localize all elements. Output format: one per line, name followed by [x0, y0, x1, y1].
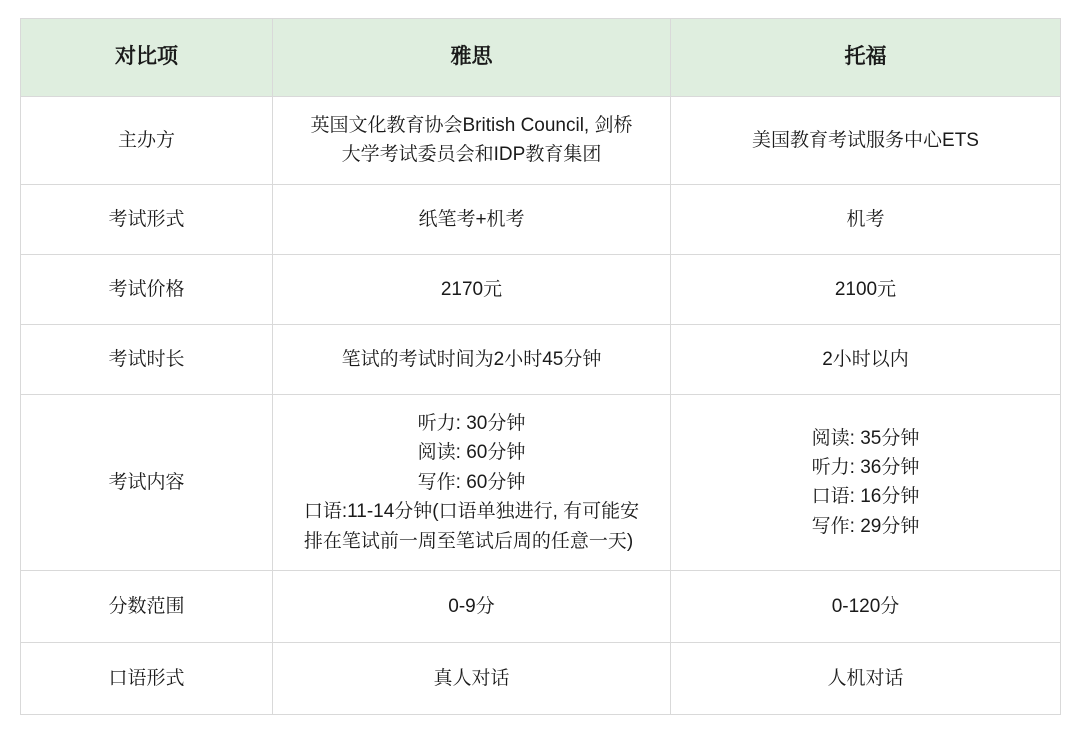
row-label: 分数范围: [21, 571, 273, 643]
table-row: [21, 324, 1061, 394]
row-value-toefl: [671, 324, 1061, 394]
value-line: 阅读: 35分钟: [811, 427, 920, 449]
row-value-toefl: [671, 571, 1061, 643]
row-label: 口语形式: [21, 643, 273, 715]
row-value-toefl: [671, 643, 1061, 715]
value-line: 阅读: 60分钟: [417, 442, 526, 464]
column-header-toefl: 托福: [671, 19, 1061, 97]
value-line: 口语:11-14分钟(口语单独进行, 有可能安: [303, 501, 640, 523]
row-value-ielts: [273, 254, 671, 324]
row-label: 主办方: [21, 97, 273, 185]
row-value-ielts: [273, 571, 671, 643]
value-line: 0-9分: [448, 595, 495, 617]
table-row: [21, 97, 1061, 185]
value-line: 听力: 30分钟: [417, 412, 526, 434]
table-row: [21, 394, 1061, 570]
value-line: 美国教育考试服务中心ETS: [752, 129, 979, 151]
value-line: 英国文化教育协会British Council, 剑桥: [310, 115, 633, 136]
header-row: [21, 19, 1061, 97]
value-line: 写作: 29分钟: [811, 515, 920, 537]
row-value-ielts: [273, 394, 671, 570]
table-row: [21, 643, 1061, 715]
table-header: [21, 19, 1061, 97]
value-line: 机考: [846, 208, 885, 230]
value-line: 2170元: [440, 278, 503, 300]
value-line: 大学考试委员会和IDP教育集团: [341, 144, 602, 166]
table-row: [21, 184, 1061, 254]
value-line: 听力: 36分钟: [811, 457, 920, 479]
value-line: 真人对话: [433, 667, 510, 689]
value-line: 0-120分: [831, 595, 900, 617]
row-label: 考试形式: [21, 184, 273, 254]
row-value-toefl: [671, 254, 1061, 324]
row-label: 考试价格: [21, 254, 273, 324]
row-label: 考试时长: [21, 324, 273, 394]
table-body: [21, 97, 1061, 715]
value-line: 纸笔考+机考: [418, 208, 525, 230]
row-value-ielts: [273, 324, 671, 394]
value-line: 写作: 60分钟: [417, 471, 526, 493]
row-value-toefl: [671, 394, 1061, 570]
row-value-ielts: [273, 184, 671, 254]
row-value-toefl: [671, 184, 1061, 254]
value-line: 2小时以内: [822, 348, 909, 370]
value-line: 2100元: [834, 278, 897, 300]
value-line: 笔试的考试时间为2小时45分钟: [341, 348, 602, 370]
value-line: 排在笔试前一周至笔试后周的任意一天): [303, 530, 634, 552]
row-value-ielts: [273, 643, 671, 715]
value-line: 口语: 16分钟: [811, 486, 920, 508]
column-header-ielts: 雅思: [273, 19, 671, 97]
row-value-toefl: [671, 97, 1061, 185]
table-row: [21, 254, 1061, 324]
row-value-ielts: [273, 97, 671, 185]
row-label: 考试内容: [21, 394, 273, 570]
comparison-table: [20, 18, 1061, 715]
table-row: [21, 571, 1061, 643]
column-header-item: 对比项: [21, 19, 273, 97]
value-line: 人机对话: [827, 667, 904, 689]
